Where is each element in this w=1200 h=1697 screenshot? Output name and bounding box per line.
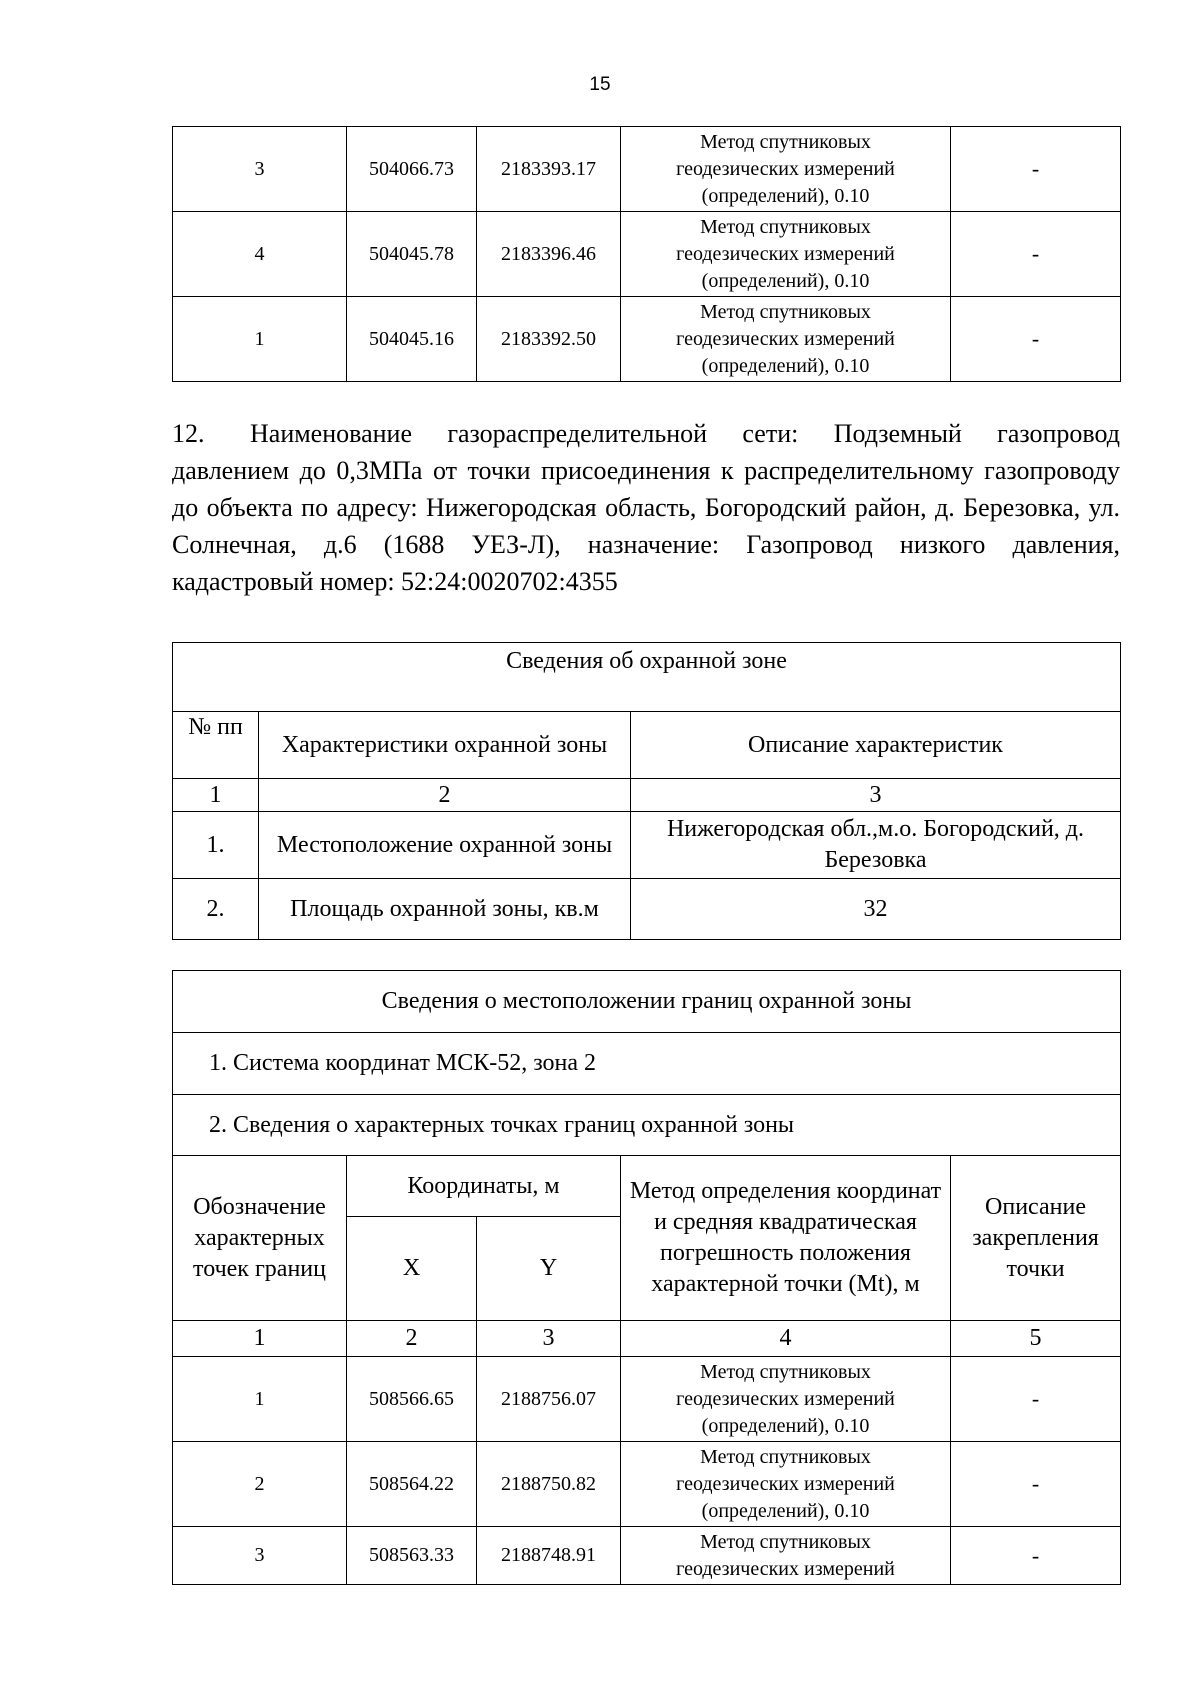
method-line: Метод спутниковых: [700, 130, 871, 153]
x-cell: 508563.33: [347, 1527, 477, 1585]
method-line: геодезических измерений: [676, 242, 895, 265]
index-cell: 2: [347, 1321, 477, 1357]
y-cell: 2188756.07: [477, 1357, 621, 1442]
method-line: (определений), 0.10: [701, 354, 870, 377]
header-desc: Описание закрепления точки: [951, 1156, 1121, 1321]
method-line: Метод спутниковых: [700, 1445, 871, 1468]
y-cell: 2188750.82: [477, 1442, 621, 1527]
desc-cell: -: [951, 1357, 1121, 1442]
table-row: [173, 297, 1121, 382]
section-paragraph: [172, 415, 1120, 600]
table-row: [173, 1442, 1121, 1527]
row-name: Местоположение охранной зоны: [259, 812, 631, 879]
method-cell: [621, 1442, 951, 1527]
section-text: Наименование газораспределительной сети: Подземный газопровод давлением до 0,3МПа от точки присоединения к распределительному газопроводу до объекта по адресу: Нижегородская область, Богородский район, д. Березовка, ул. Солнечная, д.6 (1688 УЕЗ-Л), назначение: Газопровод низкого давления, кадастровый номер: 52:24:0020702:4355: [172, 419, 1120, 596]
row-value: 32: [631, 879, 1121, 940]
desc-cell: -: [951, 297, 1121, 382]
method-line: геодезических измерений: [676, 1557, 895, 1580]
index-cell: 3: [631, 779, 1121, 812]
boundaries-table: [172, 970, 1121, 1585]
table-row: [173, 879, 1121, 940]
header-characteristics: Характеристики охранной зоны: [259, 712, 631, 779]
x-cell: 504045.78: [347, 212, 477, 297]
desc-cell: -: [951, 127, 1121, 212]
table-row: [173, 212, 1121, 297]
header-x: X: [347, 1217, 477, 1321]
row-value: Нижегородская обл.,м.о. Богородский, д. Березовка: [631, 812, 1121, 879]
bounds-table-title: Сведения о местоположении границ охранной зоны: [173, 971, 1121, 1033]
desc-cell: -: [951, 212, 1121, 297]
method-line: (определений), 0.10: [701, 1414, 870, 1437]
method-line: (определений), 0.10: [701, 184, 870, 207]
x-cell: 504045.16: [347, 297, 477, 382]
desc-cell: -: [951, 1527, 1121, 1585]
method-line: геодезических измерений: [676, 1387, 895, 1410]
method-cell: [621, 1527, 951, 1585]
y-cell: 2183392.50: [477, 297, 621, 382]
coordinates-table-continued: [172, 126, 1121, 382]
points-info-line: 2. Сведения о характерных точках границ охранной зоны: [173, 1095, 1121, 1156]
zone-table-title: Сведения об охранной зоне: [173, 643, 1121, 712]
index-cell: 1: [173, 779, 259, 812]
x-cell: 504066.73: [347, 127, 477, 212]
point-cell: 1: [173, 1357, 347, 1442]
header-description: Описание характеристик: [631, 712, 1121, 779]
point-cell: 3: [173, 127, 347, 212]
method-line: Метод спутниковых: [700, 1530, 871, 1553]
method-cell: [621, 127, 951, 212]
y-cell: 2188748.91: [477, 1527, 621, 1585]
method-cell: [621, 212, 951, 297]
section-number: 12.: [172, 419, 205, 448]
header-coords: Координаты, м: [347, 1156, 621, 1217]
point-cell: 2: [173, 1442, 347, 1527]
y-cell: 2183393.17: [477, 127, 621, 212]
x-cell: 508566.65: [347, 1357, 477, 1442]
method-line: геодезических измерений: [676, 157, 895, 180]
row-num: 2.: [173, 879, 259, 940]
coordinate-system-line: 1. Система координат МСК-52, зона 2: [173, 1033, 1121, 1095]
method-line: Метод спутниковых: [700, 1360, 871, 1383]
method-line: (определений), 0.10: [701, 1499, 870, 1522]
method-line: геодезических измерений: [676, 1472, 895, 1495]
table-row: [173, 127, 1121, 212]
point-cell: 4: [173, 212, 347, 297]
method-cell: [621, 297, 951, 382]
index-cell: 1: [173, 1321, 347, 1357]
point-cell: 1: [173, 297, 347, 382]
index-cell: 2: [259, 779, 631, 812]
point-cell: 3: [173, 1527, 347, 1585]
x-cell: 508564.22: [347, 1442, 477, 1527]
method-line: геодезических измерений: [676, 327, 895, 350]
method-line: Метод спутниковых: [700, 300, 871, 323]
method-line: (определений), 0.10: [701, 269, 870, 292]
row-num: 1.: [173, 812, 259, 879]
protected-zone-table: [172, 642, 1121, 940]
header-num: № пп: [173, 712, 259, 779]
index-cell: 5: [951, 1321, 1121, 1357]
page-number: 15: [589, 74, 611, 95]
table-row: [173, 1357, 1121, 1442]
table-row: [173, 812, 1121, 879]
method-cell: [621, 1357, 951, 1442]
y-cell: 2183396.46: [477, 212, 621, 297]
header-y: Y: [477, 1217, 621, 1321]
desc-cell: -: [951, 1442, 1121, 1527]
table-row: [173, 1527, 1121, 1585]
method-line: Метод спутниковых: [700, 215, 871, 238]
row-name: Площадь охранной зоны, кв.м: [259, 879, 631, 940]
header-method: Метод определения координат и средняя квадратическая погрешность положения характерной точки (Mt), м: [621, 1156, 951, 1321]
index-cell: 4: [621, 1321, 951, 1357]
header-point: Обозначение характерных точек границ: [173, 1156, 347, 1321]
index-cell: 3: [477, 1321, 621, 1357]
